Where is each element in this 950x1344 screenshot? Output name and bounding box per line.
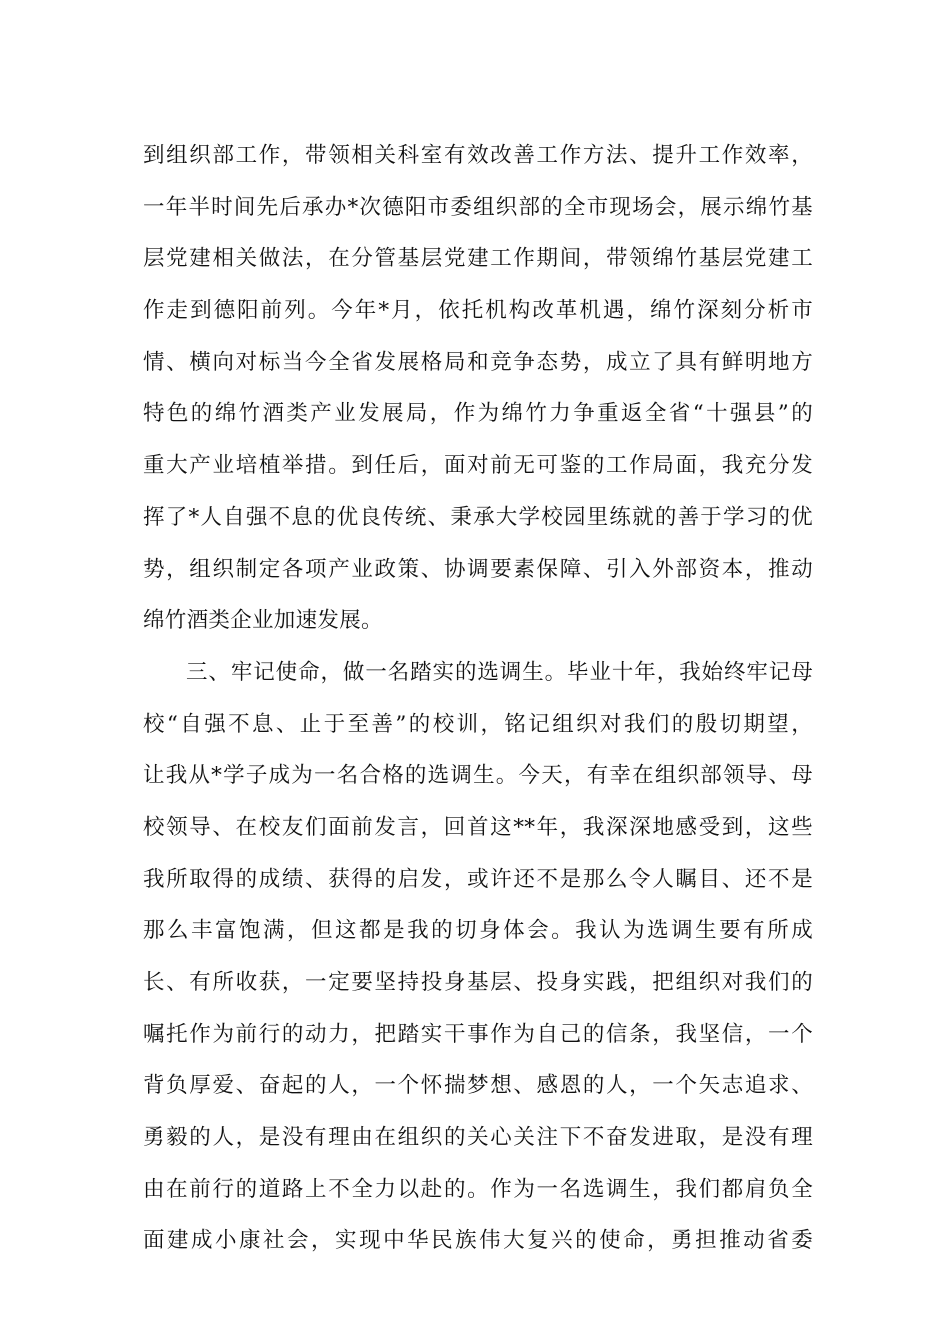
text-line: 嘱托作为前行的动力，把踏实干事作为自己的信条，我坚信，一个 — [143, 1021, 813, 1047]
text-line: 挥了*人自强不息的优良传统、秉承大学校园里练就的善于学习的优 — [143, 504, 813, 530]
text-line: 重大产业培植举措。到任后，面对前无可鉴的工作局面，我充分发 — [143, 453, 813, 479]
text-line: 作走到德阳前列。今年*月，依托机构改革机遇，绵竹深刻分析市 — [143, 298, 813, 324]
text-line: 背负厚爱、奋起的人，一个怀揣梦想、感恩的人，一个矢志追求、 — [143, 1073, 813, 1099]
text-line: 层党建相关做法，在分管基层党建工作期间，带领绵竹基层党建工 — [143, 246, 813, 272]
text-line: 到组织部工作，带领相关科室有效改善工作方法、提升工作效率， — [143, 143, 813, 168]
text-line: 长、有所收获，一定要坚持投身基层、投身实践，把组织对我们的 — [143, 970, 813, 995]
text-line: 我所取得的成绩、获得的启发，或许还不是那么令人瞩目、还不是 — [143, 866, 813, 892]
text-line: 特色的绵竹酒类产业发展局，作为绵竹力争重返全省“十强县”的 — [143, 401, 813, 427]
text-line: 由在前行的道路上不全力以赴的。作为一名选调生，我们都肩负全 — [143, 1176, 813, 1202]
text-line: 绵竹酒类企业加速发展。 — [143, 608, 383, 634]
text-line: 那么丰富饱满，但这都是我的切身体会。我认为选调生要有所成 — [143, 918, 813, 944]
text-line: 校领导、在校友们面前发言，回首这**年，我深深地感受到，这些 — [143, 814, 813, 840]
text-line: 三、牢记使命，做一名踏实的选调生。毕业十年，我始终牢记母 — [186, 659, 813, 685]
text-line: 情、横向对标当今全省发展格局和竞争态势，成立了具有鲜明地方 — [143, 349, 813, 375]
text-line: 势，组织制定各项产业政策、协调要素保障、引入外部资本，推动 — [143, 556, 813, 582]
text-line: 一年半时间先后承办*次德阳市委组织部的全市现场会，展示绵竹基 — [143, 194, 813, 220]
text-line: 面建成小康社会，实现中华民族伟大复兴的使命，勇担推动省委 — [143, 1228, 813, 1254]
text-line: 校“自强不息、止于至善”的校训，铭记组织对我们的殷切期望， — [143, 711, 813, 737]
text-line: 勇毅的人，是没有理由在组织的关心关注下不奋发进取，是没有理 — [143, 1125, 813, 1151]
body-text — [143, 130, 813, 1267]
text-line: 让我从*学子成为一名合格的选调生。今天，有幸在组织部领导、母 — [143, 763, 813, 789]
